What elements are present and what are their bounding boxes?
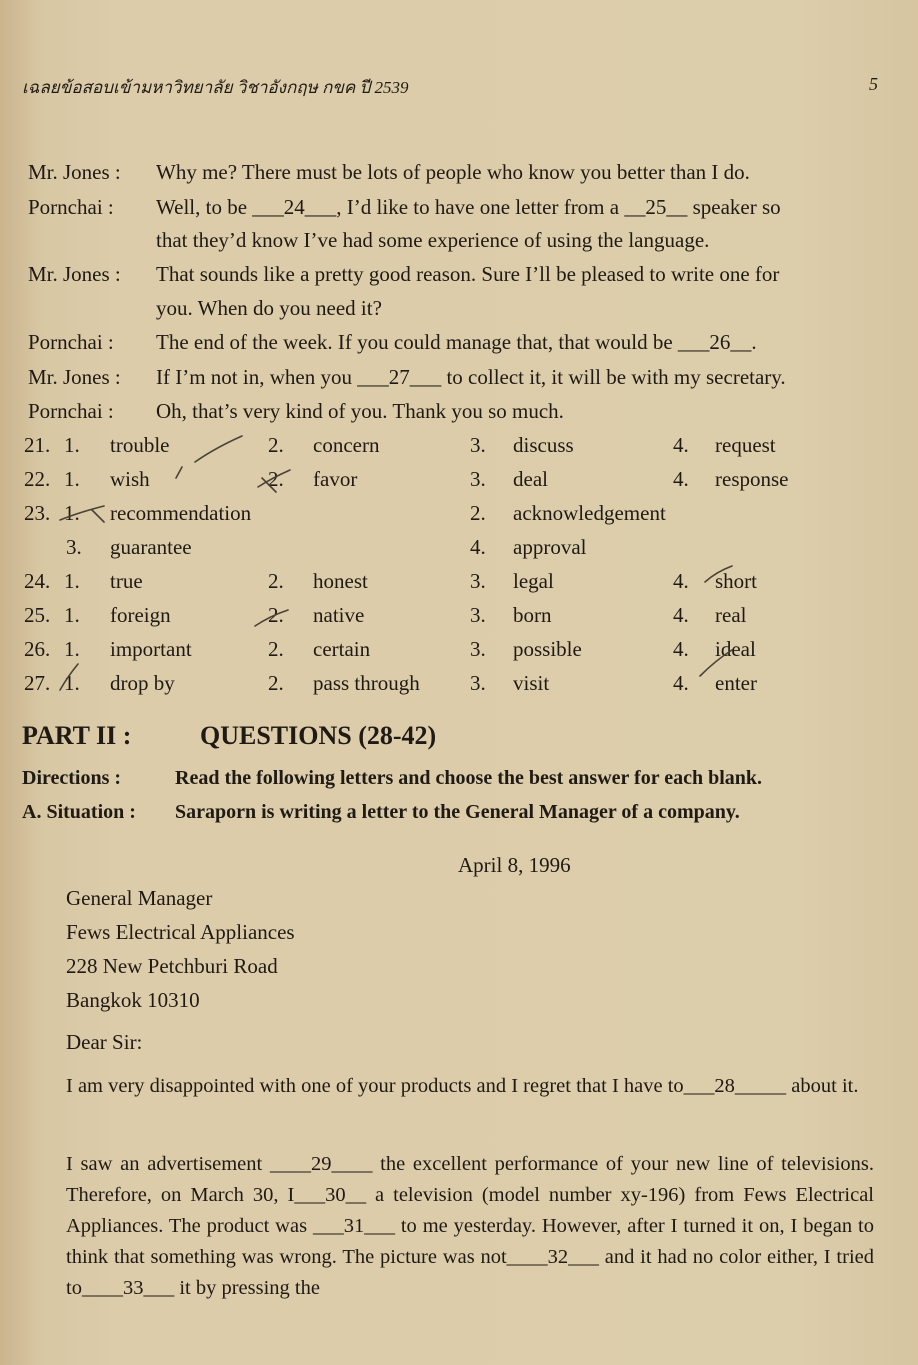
option-number: 2.	[268, 467, 284, 491]
option-number: 2.	[268, 671, 284, 695]
dialogue-line: Oh, that’s very kind of you. Thank you so much.	[156, 399, 564, 423]
page-number: 5	[869, 74, 878, 94]
option-number: 2.	[268, 433, 284, 457]
dialogue-line: That sounds like a pretty good reason. Sure I’ll be pleased to write one for	[156, 262, 780, 286]
option-number: 4.	[673, 569, 689, 593]
option-text: pass through	[313, 671, 420, 695]
option-number: 3.	[470, 569, 486, 593]
situation-text: Saraporn is writing a letter to the General Manager of a company.	[175, 801, 740, 823]
dialogue-line: Well, to be ___24___, I’d like to have one letter from a __25__ speaker so	[156, 195, 781, 219]
option-text: request	[715, 433, 776, 457]
option-text: honest	[313, 569, 368, 593]
question-number: 27.	[24, 671, 51, 695]
option-number: 1.	[64, 603, 80, 627]
speaker: Pornchai :	[28, 330, 114, 354]
option-text: guarantee	[110, 535, 192, 559]
option-number: 1.	[64, 671, 80, 695]
option-text: native	[313, 603, 365, 627]
option-number: 4.	[673, 467, 689, 491]
option-text: certain	[313, 637, 371, 661]
option-text: important	[110, 637, 192, 661]
option-number: 3.	[470, 467, 486, 491]
option-text: visit	[513, 671, 550, 695]
speaker: Mr. Jones :	[28, 262, 121, 286]
option-number: 3.	[470, 671, 486, 695]
option-text: favor	[313, 467, 358, 491]
option-number: 2.	[268, 637, 284, 661]
option-number: 2.	[268, 569, 284, 593]
address-line: 228 New Petchburi Road	[66, 954, 278, 978]
situation-label: A. Situation :	[22, 801, 136, 823]
option-text: drop by	[110, 671, 175, 695]
option-text: short	[715, 569, 757, 593]
option-number: 1.	[64, 467, 80, 491]
speaker: Mr. Jones :	[28, 365, 121, 389]
dialogue-line: If I’m not in, when you ___27___ to collect it, it will be with my secretary.	[156, 365, 786, 389]
header-title: เฉลยข้อสอบเข้ามหาวิทยาลัย วิชาอังกฤษ กขค ปี 2539	[22, 78, 409, 97]
letter-paragraph: I saw an advertisement ____29____ the excellent performance of your new line of televisions. Therefore, on March 30, I___30__ a television (model number xy-196) from Fews Electrical Appliances. The product was ___31___ to me yesterday. However, after I turned it on, I began to think that something was wrong. The picture was not____32___ and it had no color either, I tried to____33___ it by pressing the	[66, 1153, 874, 1299]
option-text: enter	[715, 671, 757, 695]
dialogue-line: The end of the week. If you could manage that, that would be ___26__.	[156, 330, 757, 354]
option-number: 3.	[470, 433, 486, 457]
option-text: recommendation	[110, 501, 252, 525]
question-number: 24.	[24, 569, 51, 593]
option-number: 4.	[673, 637, 689, 661]
part-title: QUESTIONS (28-42)	[200, 721, 437, 750]
option-text: trouble	[110, 433, 170, 457]
address-line: Fews Electrical Appliances	[66, 920, 295, 944]
option-number: 4.	[673, 671, 689, 695]
option-text: born	[513, 603, 552, 627]
question-number: 26.	[24, 637, 51, 661]
dialogue-line: you. When do you need it?	[156, 296, 382, 320]
address-line: Bangkok 10310	[66, 988, 200, 1012]
part-label: PART II :	[22, 721, 132, 750]
option-text: ideal	[715, 637, 756, 661]
question-number: 21.	[24, 433, 51, 457]
option-number: 3.	[470, 603, 486, 627]
salutation: Dear Sir:	[66, 1030, 143, 1054]
option-number: 4.	[673, 433, 689, 457]
option-number: 2.	[268, 603, 284, 627]
option-number: 3.	[66, 535, 82, 559]
directions-label: Directions :	[22, 767, 122, 789]
dialogue-line: Why me? There must be lots of people who know you better than I do.	[156, 160, 750, 184]
option-number: 1.	[64, 501, 80, 525]
option-number: 2.	[470, 501, 486, 525]
question-number: 25.	[24, 603, 51, 627]
option-number: 1.	[64, 433, 80, 457]
option-number: 1.	[64, 637, 80, 661]
letter-paragraph: I am very disappointed with one of your products and I regret that I have to___28_____ about it.	[66, 1075, 859, 1097]
option-number: 1.	[64, 569, 80, 593]
option-number: 4.	[673, 603, 689, 627]
option-number: 4.	[470, 535, 486, 559]
question-number: 22.	[24, 467, 51, 491]
option-text: foreign	[110, 603, 171, 627]
option-text: legal	[513, 569, 554, 593]
speaker: Mr. Jones :	[28, 160, 121, 184]
option-text: concern	[313, 433, 380, 457]
option-text: discuss	[513, 433, 574, 457]
option-text: true	[110, 569, 143, 593]
option-text: acknowledgement	[513, 501, 666, 525]
question-number: 23.	[24, 501, 51, 525]
option-text: response	[715, 467, 789, 491]
option-text: deal	[513, 467, 548, 491]
option-number: 3.	[470, 637, 486, 661]
speaker: Pornchai :	[28, 195, 114, 219]
option-text: real	[715, 603, 747, 627]
dialogue-line: that they’d know I’ve had some experience of using the language.	[156, 228, 710, 252]
address-line: General Manager	[66, 886, 213, 910]
option-text: possible	[513, 637, 582, 661]
option-text: wish	[110, 467, 150, 491]
letter-date: April 8, 1996	[458, 853, 571, 877]
speaker: Pornchai :	[28, 399, 114, 423]
option-text: approval	[513, 535, 587, 559]
directions-text: Read the following letters and choose the best answer for each blank.	[175, 767, 763, 789]
